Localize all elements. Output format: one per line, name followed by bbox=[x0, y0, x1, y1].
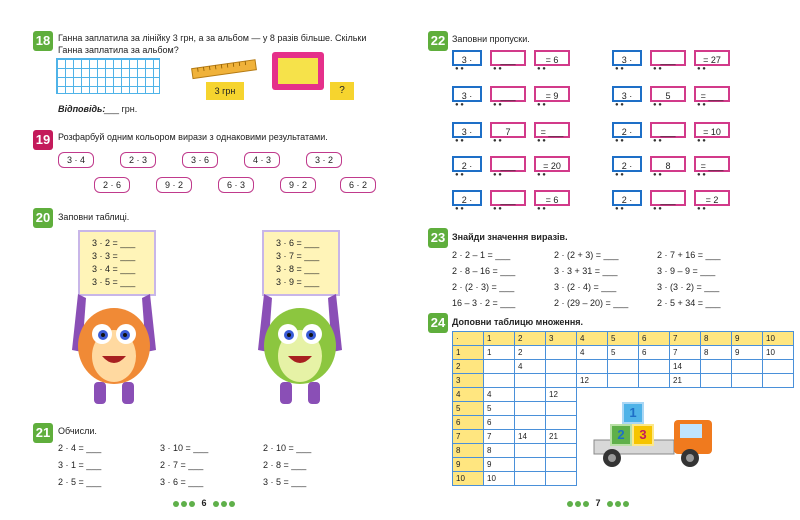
wheels-icon: ● ● bbox=[653, 172, 662, 178]
table-cell[interactable]: 4 bbox=[577, 346, 608, 360]
table-cell[interactable] bbox=[701, 360, 732, 374]
train-car[interactable]: = ___ bbox=[534, 122, 570, 138]
train-car[interactable]: ___ bbox=[490, 50, 526, 66]
table-cell[interactable]: 2 bbox=[515, 346, 546, 360]
table-cell[interactable] bbox=[515, 458, 546, 472]
sign-row[interactable]: 3 · 4 = ___ bbox=[92, 264, 136, 274]
table-cell[interactable] bbox=[763, 374, 794, 388]
table-header-cell: 4 bbox=[577, 332, 608, 346]
table-cell[interactable] bbox=[577, 360, 608, 374]
wheels-icon: ● ● bbox=[615, 138, 624, 144]
wheels-icon: ● ● bbox=[697, 102, 706, 108]
ruler-icon bbox=[190, 58, 260, 80]
wheels-icon: ● ● bbox=[653, 66, 662, 72]
expression-pill[interactable]: 6 · 2 bbox=[340, 177, 376, 193]
price-tag: 3 грн bbox=[206, 82, 244, 100]
table-header-cell: 7 bbox=[670, 332, 701, 346]
wheels-icon: ● ● bbox=[615, 66, 624, 72]
task-18-text-2: Ганна заплатила за альбом? bbox=[58, 45, 179, 55]
table-row-header: 3 bbox=[453, 374, 484, 388]
table-header-cell: 6 bbox=[639, 332, 670, 346]
train-car[interactable]: = ___ bbox=[694, 156, 730, 172]
train-engine: 2 · bbox=[612, 122, 642, 138]
table-row-header: 7 bbox=[453, 430, 484, 444]
table-cell[interactable] bbox=[608, 360, 639, 374]
block-2: 2 bbox=[610, 424, 632, 446]
expression[interactable]: 3 · 1 = ___ bbox=[58, 460, 102, 470]
wheels-icon: ● ● bbox=[455, 66, 464, 72]
table-row-header: 10 bbox=[453, 472, 484, 486]
sign-row[interactable]: 3 · 9 = ___ bbox=[276, 277, 320, 287]
table-cell[interactable] bbox=[639, 374, 670, 388]
train-car[interactable]: = 2 bbox=[694, 190, 730, 206]
table-cell[interactable]: 9 bbox=[484, 458, 515, 472]
wheels-icon: ● ● bbox=[455, 102, 464, 108]
expression[interactable]: 2 · 8 – 16 = ___ bbox=[452, 266, 516, 276]
wheels-icon: ● ● bbox=[537, 102, 546, 108]
table-cell[interactable]: 6 bbox=[484, 416, 515, 430]
wheels-icon: ● ● bbox=[697, 172, 706, 178]
table-cell[interactable]: 21 bbox=[546, 430, 577, 444]
task-24-text: Доповни таблицю множення. bbox=[452, 317, 584, 327]
table-cell[interactable] bbox=[515, 444, 546, 458]
table-cell[interactable] bbox=[639, 360, 670, 374]
train-car[interactable]: ___ bbox=[650, 190, 686, 206]
table-header-cell: 5 bbox=[608, 332, 639, 346]
table-header-cell: 10 bbox=[763, 332, 794, 346]
table-cell[interactable] bbox=[515, 472, 546, 486]
table-cell[interactable] bbox=[546, 444, 577, 458]
task-22-number: 22 bbox=[428, 31, 448, 51]
green-monster-icon bbox=[250, 290, 350, 408]
album-icon bbox=[268, 50, 328, 94]
expression-pill[interactable]: 9 · 2 bbox=[156, 177, 192, 193]
sign-row[interactable]: 3 · 3 = ___ bbox=[92, 251, 136, 261]
table-cell[interactable] bbox=[515, 374, 546, 388]
table-cell[interactable] bbox=[546, 360, 577, 374]
expression[interactable]: 3 · 6 = ___ bbox=[160, 477, 204, 487]
wheels-icon: ● ● bbox=[455, 138, 464, 144]
table-cell[interactable] bbox=[546, 472, 577, 486]
wheels-icon: ● ● bbox=[653, 102, 662, 108]
wheels-icon: ● ● bbox=[697, 66, 706, 72]
task-24-number: 24 bbox=[428, 313, 448, 333]
task-21-number: 21 bbox=[33, 423, 53, 443]
sign-row[interactable]: 3 · 5 = ___ bbox=[92, 277, 136, 287]
expression[interactable]: 3 · (2 · 4) = ___ bbox=[554, 282, 617, 292]
right-page bbox=[400, 0, 800, 520]
table-cell[interactable] bbox=[515, 402, 546, 416]
block-1: 1 bbox=[622, 402, 644, 424]
expression[interactable]: 2 · 8 = ___ bbox=[263, 460, 307, 470]
expression-pill[interactable]: 9 · 2 bbox=[280, 177, 316, 193]
table-sign-1 bbox=[78, 230, 156, 296]
table-cell[interactable]: 7 bbox=[484, 430, 515, 444]
table-cell[interactable]: 4 bbox=[515, 360, 546, 374]
table-cell[interactable]: 9 bbox=[732, 346, 763, 360]
train-car[interactable]: ___ bbox=[650, 122, 686, 138]
task-19-number: 19 bbox=[33, 130, 53, 150]
train-car[interactable]: = 10 bbox=[694, 122, 730, 138]
train-car[interactable]: ___ bbox=[490, 156, 526, 172]
table-cell[interactable]: 8 bbox=[484, 444, 515, 458]
expression[interactable]: 2 · (2 + 3) = ___ bbox=[554, 250, 619, 260]
table-cell[interactable]: 1 bbox=[484, 346, 515, 360]
table-row-header: 9 bbox=[453, 458, 484, 472]
train-engine: 3 · bbox=[452, 86, 482, 102]
expression[interactable]: 2 · 5 + 34 = ___ bbox=[657, 298, 721, 308]
table-cell[interactable] bbox=[484, 374, 515, 388]
train-car[interactable]: 7 bbox=[490, 122, 526, 138]
table-cell[interactable] bbox=[546, 416, 577, 430]
task-23-number: 23 bbox=[428, 228, 448, 248]
expression-pill[interactable]: 4 · 3 bbox=[244, 152, 280, 168]
expression[interactable]: 3 · 10 = ___ bbox=[160, 443, 209, 453]
wheels-icon: ● ● bbox=[493, 172, 502, 178]
table-cell[interactable]: 12 bbox=[546, 388, 577, 402]
table-row-header: 6 bbox=[453, 416, 484, 430]
train-engine: 2 · bbox=[452, 156, 482, 172]
table-header-cell: 1 bbox=[484, 332, 515, 346]
train-engine: 3 · bbox=[452, 122, 482, 138]
expression[interactable]: 2 · 10 = ___ bbox=[263, 443, 312, 453]
table-header-cell: 3 bbox=[546, 332, 577, 346]
expression[interactable]: 2 · 4 = ___ bbox=[58, 443, 102, 453]
table-cell[interactable] bbox=[546, 346, 577, 360]
expression[interactable]: 16 – 3 · 2 = ___ bbox=[452, 298, 516, 308]
expression[interactable]: 3 · (3 · 2) = ___ bbox=[657, 282, 720, 292]
table-row-header: 4 bbox=[453, 388, 484, 402]
train-engine: 3 · bbox=[612, 50, 642, 66]
wheels-icon: ● ● bbox=[537, 172, 546, 178]
train-car[interactable]: ___ bbox=[650, 50, 686, 66]
table-sign-2 bbox=[262, 230, 340, 296]
table-row-header: 8 bbox=[453, 444, 484, 458]
task-22-text: Заповни пропуски. bbox=[452, 34, 530, 44]
table-cell[interactable] bbox=[763, 360, 794, 374]
train-engine: 2 · bbox=[452, 190, 482, 206]
wheels-icon: ● ● bbox=[537, 66, 546, 72]
train-car[interactable]: = 20 bbox=[534, 156, 570, 172]
expression[interactable]: 3 · 9 – 9 = ___ bbox=[657, 266, 716, 276]
question-tag: ? bbox=[330, 82, 354, 100]
table-cell[interactable]: 10 bbox=[484, 472, 515, 486]
expression-pill[interactable]: 3 · 4 bbox=[58, 152, 94, 168]
table-row-header: 2 bbox=[453, 360, 484, 374]
sign-row[interactable]: 3 · 7 = ___ bbox=[276, 251, 320, 261]
table-cell[interactable] bbox=[732, 360, 763, 374]
task-23-text: Знайди значення виразів. bbox=[452, 232, 568, 242]
expression[interactable]: 2 · 5 = ___ bbox=[58, 477, 102, 487]
expression[interactable]: 2 · 2 – 1 = ___ bbox=[452, 250, 511, 260]
train-car[interactable]: = 6 bbox=[534, 190, 570, 206]
table-cell[interactable] bbox=[701, 374, 732, 388]
wheels-icon: ● ● bbox=[493, 138, 502, 144]
wheels-icon: ● ● bbox=[455, 206, 464, 212]
train-car[interactable]: 8 bbox=[650, 156, 686, 172]
table-row-header: 5 bbox=[453, 402, 484, 416]
train-car[interactable]: 5 bbox=[650, 86, 686, 102]
task-18-number: 18 bbox=[33, 31, 53, 51]
sign-row[interactable]: 3 · 2 = ___ bbox=[92, 238, 136, 248]
train-engine: 3 · bbox=[452, 50, 482, 66]
expression-pill[interactable]: 3 · 2 bbox=[306, 152, 342, 168]
train-car[interactable]: = 9 bbox=[534, 86, 570, 102]
train-car[interactable]: ___ bbox=[490, 190, 526, 206]
train-car[interactable]: = ___ bbox=[694, 86, 730, 102]
block-3: 3 bbox=[632, 424, 654, 446]
wheels-icon: ● ● bbox=[537, 138, 546, 144]
expression[interactable]: 3 · 3 + 31 = ___ bbox=[554, 266, 618, 276]
task-18-text-1: Ганна заплатила за лінійку 3 грн, а за альбом — у 8 разів більше. Скільки bbox=[58, 33, 367, 43]
table-cell[interactable] bbox=[732, 374, 763, 388]
table-cell[interactable]: 7 bbox=[670, 346, 701, 360]
table-cell[interactable] bbox=[546, 458, 577, 472]
table-cell[interactable] bbox=[515, 416, 546, 430]
answer-grid[interactable] bbox=[56, 58, 160, 94]
table-cell[interactable]: 8 bbox=[701, 346, 732, 360]
wheels-icon: ● ● bbox=[493, 206, 502, 212]
task-20-text: Заповни таблиці. bbox=[58, 212, 130, 222]
train-car[interactable]: = 27 bbox=[694, 50, 730, 66]
table-cell[interactable]: 5 bbox=[484, 402, 515, 416]
train-engine: 2 · bbox=[612, 190, 642, 206]
page-number-left: 6 bbox=[172, 498, 236, 508]
wheels-icon: ● ● bbox=[697, 206, 706, 212]
table-cell[interactable] bbox=[546, 374, 577, 388]
wheels-icon: ● ● bbox=[537, 206, 546, 212]
sign-row[interactable]: 3 · 8 = ___ bbox=[276, 264, 320, 274]
wheels-icon: ● ● bbox=[455, 172, 464, 178]
expression[interactable]: 2 · 7 + 16 = ___ bbox=[657, 250, 721, 260]
wheels-icon: ● ● bbox=[653, 138, 662, 144]
table-cell[interactable]: 12 bbox=[577, 374, 608, 388]
table-cell[interactable]: 5 bbox=[608, 346, 639, 360]
table-header-cell: 8 bbox=[701, 332, 732, 346]
wheels-icon: ● ● bbox=[697, 138, 706, 144]
table-cell[interactable]: 14 bbox=[515, 430, 546, 444]
table-row-header: 1 bbox=[453, 346, 484, 360]
train-car[interactable]: = 6 bbox=[534, 50, 570, 66]
train-engine: 2 · bbox=[612, 156, 642, 172]
answer-label: Відповідь: bbox=[58, 104, 106, 114]
table-cell[interactable] bbox=[546, 402, 577, 416]
wheels-icon: ● ● bbox=[615, 172, 624, 178]
table-cell[interactable]: 6 bbox=[639, 346, 670, 360]
wheels-icon: ● ● bbox=[493, 66, 502, 72]
sign-row[interactable]: 3 · 6 = ___ bbox=[276, 238, 320, 248]
expression[interactable]: 2 · (2 · 3) = ___ bbox=[452, 282, 515, 292]
table-cell[interactable]: 4 bbox=[484, 388, 515, 402]
expression-pill[interactable]: 2 · 6 bbox=[94, 177, 130, 193]
expression-pill[interactable]: 3 · 6 bbox=[182, 152, 218, 168]
table-cell[interactable]: 21 bbox=[670, 374, 701, 388]
answer-blank[interactable]: ___ грн. bbox=[104, 104, 138, 114]
page-number-right: 7 bbox=[566, 498, 630, 508]
orange-monster-icon bbox=[64, 290, 164, 408]
table-cell[interactable] bbox=[515, 388, 546, 402]
task-21-text: Обчисли. bbox=[58, 426, 97, 436]
wheels-icon: ● ● bbox=[493, 102, 502, 108]
table-cell[interactable]: 14 bbox=[670, 360, 701, 374]
wheels-icon: ● ● bbox=[615, 102, 624, 108]
table-cell[interactable]: 10 bbox=[763, 346, 794, 360]
table-header-cell: · bbox=[453, 332, 484, 346]
expression-pill[interactable]: 6 · 3 bbox=[218, 177, 254, 193]
table-header-cell: 9 bbox=[732, 332, 763, 346]
table-header-cell: 2 bbox=[515, 332, 546, 346]
expression[interactable]: 2 · 7 = ___ bbox=[160, 460, 204, 470]
train-car[interactable]: ___ bbox=[490, 86, 526, 102]
expression[interactable]: 3 · 5 = ___ bbox=[263, 477, 307, 487]
train-engine: 3 · bbox=[612, 86, 642, 102]
wheels-icon: ● ● bbox=[615, 206, 624, 212]
task-20-number: 20 bbox=[33, 208, 53, 228]
table-cell[interactable] bbox=[484, 360, 515, 374]
wheels-icon: ● ● bbox=[653, 206, 662, 212]
task-19-text: Розфарбуй одним кольором вирази з однаковими результатами. bbox=[58, 132, 328, 142]
table-cell[interactable] bbox=[608, 374, 639, 388]
expression-pill[interactable]: 2 · 3 bbox=[120, 152, 156, 168]
expression[interactable]: 2 · (29 – 20) = ___ bbox=[554, 298, 629, 308]
